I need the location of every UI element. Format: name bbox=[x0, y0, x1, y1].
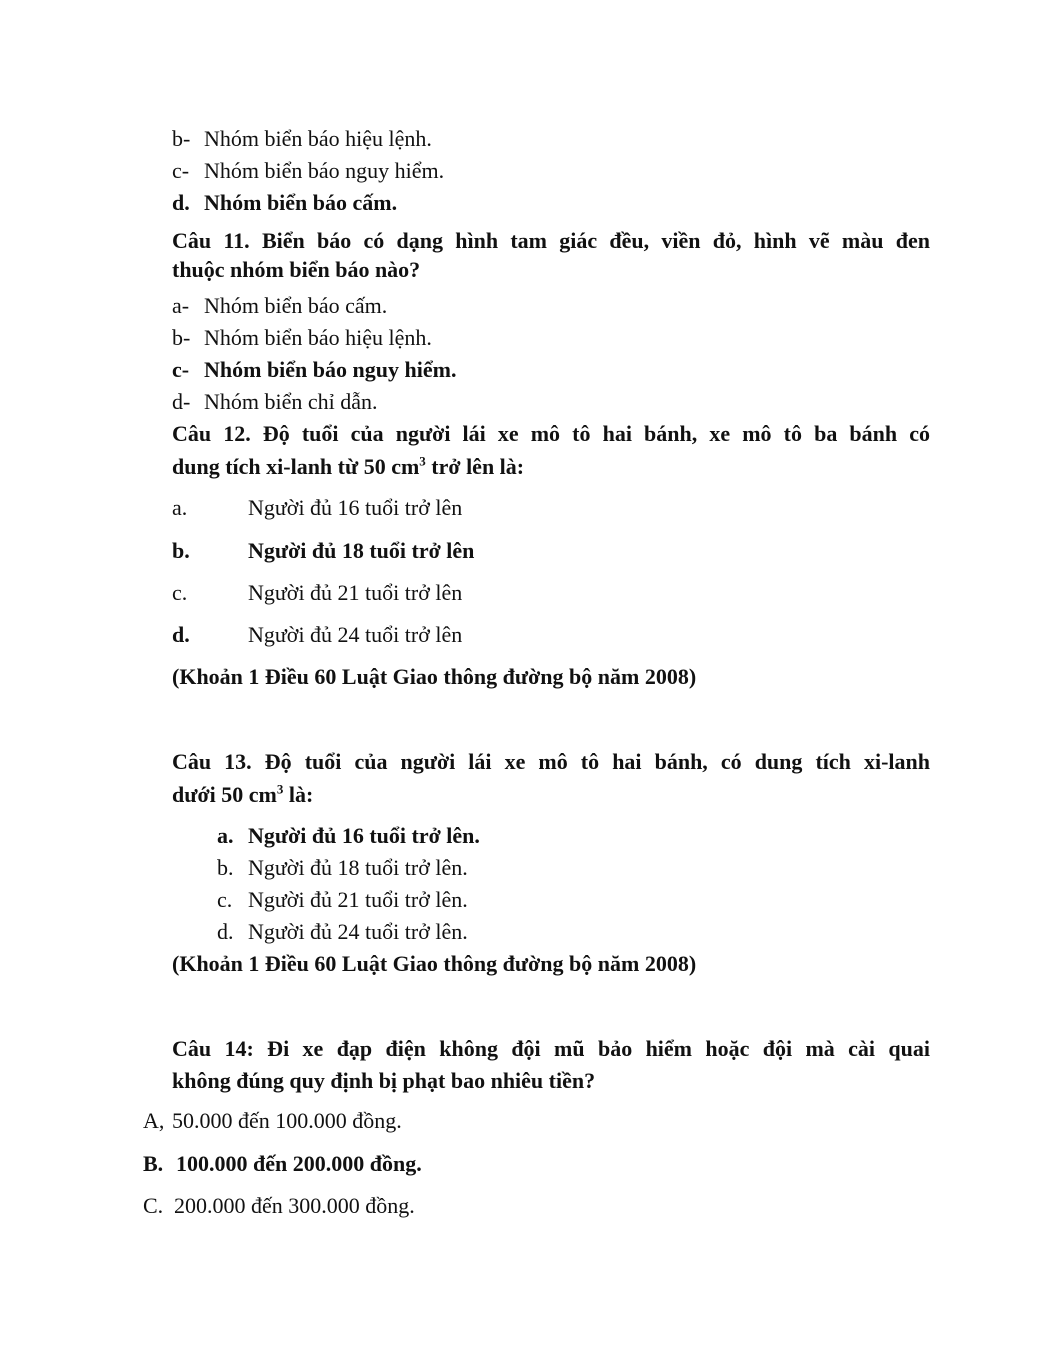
option-text: Nhóm biển báo hiệu lệnh. bbox=[204, 325, 432, 350]
option-label: a. bbox=[217, 823, 234, 848]
option-label: C. bbox=[143, 1193, 164, 1218]
q12-title-line1: Câu 12. Độ tuổi của người lái xe mô tô hai bánh, xe mô tô ba bánh có bbox=[172, 421, 930, 446]
option-text: Nhóm biển báo cấm. bbox=[204, 293, 388, 318]
option-text: Nhóm biển báo nguy hiểm. bbox=[204, 158, 445, 183]
option-label: d. bbox=[172, 622, 190, 647]
option-label: c. bbox=[172, 580, 188, 605]
option-label: a- bbox=[172, 293, 190, 318]
q13-title-text-end: là: bbox=[283, 782, 314, 807]
option-label: d- bbox=[172, 389, 191, 414]
option-label: d. bbox=[172, 190, 190, 215]
superscript-exponent: 3 bbox=[276, 781, 284, 797]
q11-title-line1: Câu 11. Biển báo có dạng hình tam giác đều, viền đỏ, hình vẽ màu đen bbox=[172, 228, 930, 253]
q14-title-line2: không đúng quy định bị phạt bao nhiêu tiền? bbox=[172, 1068, 596, 1093]
option-label: c- bbox=[172, 357, 190, 382]
q12-title-text: dung tích xi-lanh từ 50 cm bbox=[172, 454, 420, 479]
q13-title-line1: Câu 13. Độ tuổi của người lái xe mô tô hai bánh, có dung tích xi-lanh bbox=[172, 749, 930, 774]
option-text: Người đủ 16 tuổi trở lên bbox=[248, 495, 463, 520]
q12-title-line2 bbox=[172, 453, 930, 481]
option-text: Người đủ 21 tuổi trở lên bbox=[248, 580, 463, 605]
option-text: Người đủ 24 tuổi trở lên bbox=[248, 622, 463, 647]
option-text: Nhóm biển báo hiệu lệnh. bbox=[204, 126, 432, 151]
q13-title-text: dưới 50 cm bbox=[172, 782, 277, 807]
option-label: a. bbox=[172, 495, 188, 520]
option-label: A, bbox=[143, 1108, 165, 1133]
q12-title-text-end: trở lên là: bbox=[425, 454, 525, 479]
option-label: b. bbox=[217, 855, 234, 880]
option-text: Người đủ 21 tuổi trở lên. bbox=[248, 887, 468, 912]
option-text: Nhóm biển chỉ dẫn. bbox=[204, 389, 378, 414]
superscript-exponent: 3 bbox=[419, 453, 426, 469]
q13-reference: (Khoản 1 Điều 60 Luật Giao thông đường bộ năm 2008) bbox=[172, 951, 697, 976]
option-label: b- bbox=[172, 126, 191, 151]
option-label: d. bbox=[217, 919, 234, 944]
option-text: Nhóm biển báo cấm. bbox=[204, 190, 398, 215]
option-text: Nhóm biển báo nguy hiểm. bbox=[204, 357, 457, 382]
option-label: b- bbox=[172, 325, 191, 350]
option-text: 100.000 đến 200.000 đồng. bbox=[176, 1151, 422, 1176]
option-text: Người đủ 18 tuổi trở lên bbox=[248, 538, 475, 563]
q12-reference: (Khoản 1 Điều 60 Luật Giao thông đường bộ năm 2008) bbox=[172, 664, 697, 689]
option-text: Người đủ 18 tuổi trở lên. bbox=[248, 855, 468, 880]
option-label: c. bbox=[217, 887, 233, 912]
option-text: 200.000 đến 300.000 đồng. bbox=[174, 1193, 415, 1218]
q14-title-line1: Câu 14: Đi xe đạp điện không đội mũ bảo hiểm hoặc đội mà cài quai bbox=[172, 1036, 930, 1061]
option-label: b. bbox=[172, 538, 190, 563]
option-text: 50.000 đến 100.000 đồng. bbox=[172, 1108, 402, 1133]
q11-title-line2: thuộc nhóm biển báo nào? bbox=[172, 257, 421, 282]
option-label: B. bbox=[143, 1151, 164, 1176]
option-text: Người đủ 24 tuổi trở lên. bbox=[248, 919, 468, 944]
option-text: Người đủ 16 tuổi trở lên. bbox=[248, 823, 480, 848]
q13-title-line2 bbox=[172, 781, 930, 809]
option-label: c- bbox=[172, 158, 190, 183]
